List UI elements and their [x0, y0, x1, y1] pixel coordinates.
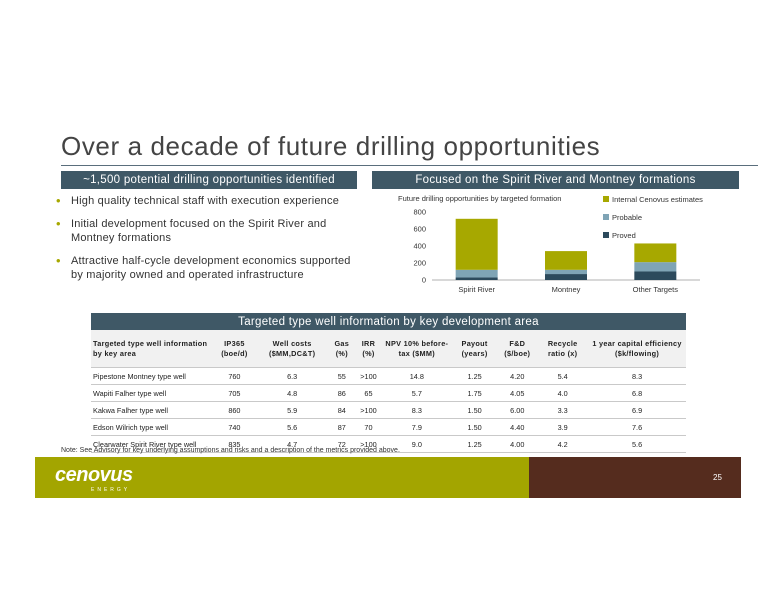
cenovus-logo-subtext: ENERGY	[91, 487, 131, 493]
table-cell: 740	[213, 419, 256, 436]
col-header: IRR (%)	[355, 330, 382, 368]
table-cell: 6.9	[588, 402, 686, 419]
x-tick-label: Montney	[551, 285, 581, 294]
bar-segment-internal-cenovus-estimates	[545, 251, 587, 270]
table-cell: >100	[355, 368, 382, 385]
bar-segment-probable	[545, 270, 587, 274]
bar-segment-proved	[456, 277, 498, 280]
table-cell: 4.0	[537, 385, 588, 402]
table-cell: 14.8	[382, 368, 452, 385]
table-cell: Kakwa Falher type well	[91, 402, 213, 419]
table-cell: Wapiti Falher type well	[91, 385, 213, 402]
y-tick-label: 0	[421, 275, 426, 285]
table-cell: 4.2	[537, 436, 588, 453]
table-cell: 6.00	[497, 402, 537, 419]
bullet-text: Attractive half-cycle development economics supported by majority owned and operated infrastructure	[71, 254, 351, 281]
cenovus-logo: cenovus	[55, 464, 133, 486]
y-tick-label: 400	[413, 241, 426, 251]
table-cell: 4.40	[497, 419, 537, 436]
table-cell: 5.6	[256, 419, 329, 436]
table-section-header: Targeted type well information by key development area	[91, 313, 686, 331]
y-tick-label: 800	[413, 207, 426, 217]
table-cell: 5.9	[256, 402, 329, 419]
table-row	[91, 368, 686, 385]
table-cell: 705	[213, 385, 256, 402]
table-header-row	[91, 330, 686, 368]
col-header: F&D ($/boe)	[497, 330, 537, 368]
table-cell: 9.0	[382, 436, 452, 453]
right-section-header: Focused on the Spirit River and Montney formations	[372, 171, 739, 189]
y-tick-label: 200	[413, 258, 426, 268]
table-cell: 1.75	[452, 385, 497, 402]
col-header: IP365 (boe/d)	[213, 330, 256, 368]
table-row	[91, 419, 686, 436]
bullet-dot-icon: •	[56, 193, 61, 208]
table-cell: 70	[355, 419, 382, 436]
table-cell: 7.9	[382, 419, 452, 436]
table-cell: 84	[329, 402, 356, 419]
table-cell: >100	[355, 402, 382, 419]
bullet-dot-icon: •	[56, 252, 61, 268]
table-cell: >100	[355, 436, 382, 453]
footnote: Note: See Advisory for key underlying assumptions and risks and a description of the metrics provided above.	[61, 447, 400, 454]
table-cell: 55	[329, 368, 356, 385]
table-cell: 835	[213, 436, 256, 453]
chart-subtitle: Future drilling opportunities by targeted formation	[398, 194, 562, 203]
bar-segment-proved	[545, 274, 587, 280]
table-cell: 4.8	[256, 385, 329, 402]
table-cell: 4.7	[256, 436, 329, 453]
type-well-table	[91, 330, 686, 453]
legend-swatch	[603, 214, 609, 220]
bar-segment-proved	[634, 272, 676, 281]
table-cell: 5.7	[382, 385, 452, 402]
table-row	[91, 402, 686, 419]
table-cell: 6.8	[588, 385, 686, 402]
table-cell: 4.05	[497, 385, 537, 402]
col-header: 1 year capital efficiency ($k/flowing)	[588, 330, 686, 368]
col-header: Payout (years)	[452, 330, 497, 368]
col-header: Gas (%)	[329, 330, 356, 368]
table-cell: Clearwater Spirit River type well	[91, 436, 213, 453]
table-cell: 7.6	[588, 419, 686, 436]
legend-label: Probable	[612, 213, 643, 222]
table-cell: 4.20	[497, 368, 537, 385]
table-cell: 760	[213, 368, 256, 385]
slide-title: Over a decade of future drilling opportunities	[61, 131, 601, 161]
bar-segment-probable	[456, 270, 498, 278]
table-cell: 8.3	[588, 368, 686, 385]
table-cell: 6.3	[256, 368, 329, 385]
table-cell: Edson Wilrich type well	[91, 419, 213, 436]
table-row	[91, 385, 686, 402]
col-header: Well costs ($MM,DC&T)	[256, 330, 329, 368]
table-cell: 3.9	[537, 419, 588, 436]
table-cell: 1.50	[452, 419, 497, 436]
table-cell: 1.25	[452, 368, 497, 385]
x-tick-label: Spirit River	[458, 285, 496, 294]
table-cell: Pipestone Montney type well	[91, 368, 213, 385]
bullet-dot-icon: •	[56, 215, 61, 231]
legend-label: Internal Cenovus estimates	[612, 195, 703, 204]
table-cell: 1.25	[452, 436, 497, 453]
legend-swatch	[603, 196, 609, 202]
table-cell: 3.3	[537, 402, 588, 419]
col-header: Recycle ratio (x)	[537, 330, 588, 368]
col-header: NPV 10% before-tax ($MM)	[382, 330, 452, 368]
x-tick-label: Other Targets	[632, 285, 678, 294]
table-cell: 5.4	[537, 368, 588, 385]
left-section-header: ~1,500 potential drilling opportunities identified	[61, 171, 357, 189]
table-cell: 87	[329, 419, 356, 436]
footer-band-brown	[529, 457, 741, 498]
bar-segment-internal-cenovus-estimates	[634, 243, 676, 262]
y-tick-label: 600	[413, 224, 426, 234]
page-number: 25	[713, 473, 722, 482]
table-cell: 86	[329, 385, 356, 402]
legend-swatch	[603, 232, 609, 238]
table-cell: 4.00	[497, 436, 537, 453]
table-cell: 1.50	[452, 402, 497, 419]
legend-label: Proved	[612, 231, 636, 240]
bar-segment-probable	[634, 262, 676, 271]
table-cell: 860	[213, 402, 256, 419]
bullet-text: Initial development focused on the Spirit River and Montney formations	[71, 217, 327, 244]
table-cell: 65	[355, 385, 382, 402]
bar-segment-internal-cenovus-estimates	[456, 219, 498, 270]
col-header: Targeted type well information by key area	[91, 330, 213, 368]
table-cell: 5.6	[588, 436, 686, 453]
table-cell: 72	[329, 436, 356, 453]
table-cell: 8.3	[382, 402, 452, 419]
bullet-text: High quality technical staff with execution experience	[71, 195, 340, 207]
